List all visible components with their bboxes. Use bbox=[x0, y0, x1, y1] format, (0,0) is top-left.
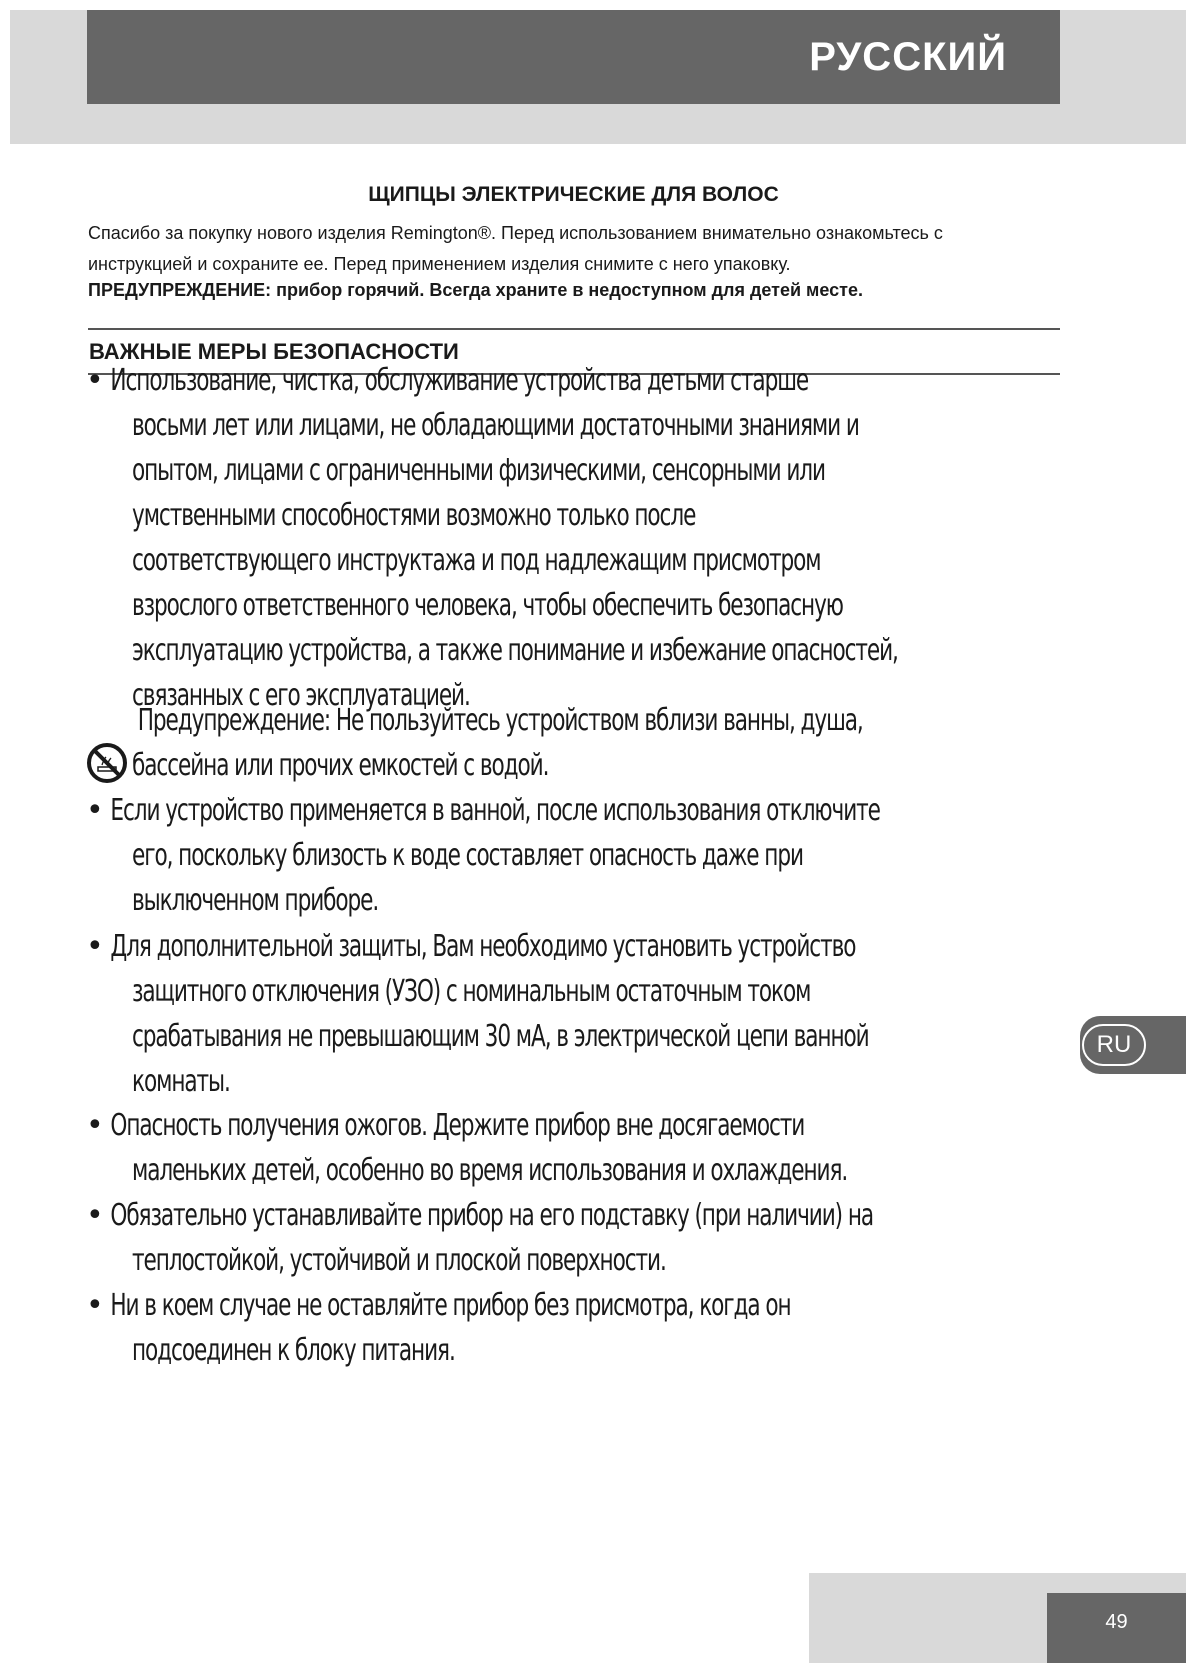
item-line: умственными способностями возможно только после bbox=[132, 498, 696, 533]
item-line: его, поскольку близость к воде составляет опасность даже при bbox=[132, 838, 803, 873]
safety-item bbox=[110, 1103, 1061, 1193]
item-line: Обязательно устанавливайте прибор на его подставку (при наличии) на bbox=[110, 1198, 874, 1233]
no-water-icon bbox=[86, 742, 128, 784]
item-line: срабатывания не превышающим 30 мА, в электрической цепи ванной bbox=[132, 1019, 869, 1054]
item-line: опытом, лицами с ограниченными физическими, сенсорными или bbox=[132, 453, 825, 488]
item-line: Опасность получения ожогов. Держите прибор вне досягаемости bbox=[110, 1108, 805, 1143]
bullet-marker: • bbox=[86, 929, 104, 964]
page-number: 49 bbox=[1105, 1611, 1128, 1633]
item-line: Ни в коем случае не оставляйте прибор без присмотра, когда он bbox=[110, 1288, 791, 1323]
item-line: соответствующего инструктажа и под надлежащим присмотром bbox=[132, 543, 821, 578]
product-title: ЩИПЦЫ ЭЛЕКТРИЧЕСКИЕ ДЛЯ ВОЛОС bbox=[368, 183, 779, 206]
safety-item bbox=[110, 358, 1061, 718]
item-line: бассейна или прочих емкостей с водой. bbox=[132, 748, 549, 783]
language-title: РУССКИЙ bbox=[809, 34, 1007, 79]
language-code-badge bbox=[1082, 1024, 1146, 1066]
page-number-box bbox=[1047, 1593, 1186, 1663]
item-line: эксплуатацию устройства, а также понимание и избежание опасностей, bbox=[132, 633, 898, 668]
safety-item bbox=[132, 698, 1061, 788]
item-line: Использование, чистка, обслуживание устройства детьми старше bbox=[110, 363, 809, 398]
item-line: связанных с его эксплуатацией. bbox=[132, 678, 470, 713]
bullet-marker: • bbox=[86, 1288, 104, 1323]
item-line: подсоединен к блоку питания. bbox=[132, 1333, 455, 1368]
safety-item bbox=[110, 1283, 1061, 1373]
hot-device-warning: ПРЕДУПРЕЖДЕНИЕ: прибор горячий. Всегда храните в недоступном для детей месте. bbox=[88, 280, 863, 300]
intro-line-2: инструкцией и сохраните ее. Перед применением изделия снимите с него упаковку. bbox=[88, 254, 791, 274]
bullet-marker: • bbox=[86, 363, 104, 398]
item-line: комнаты. bbox=[132, 1064, 230, 1099]
intro-paragraph bbox=[88, 218, 1063, 280]
item-line: Если устройство применяется в ванной, после использования отключите bbox=[110, 793, 880, 828]
safety-item bbox=[110, 924, 1061, 1104]
item-line: восьми лет или лицами, не обладающими достаточными знаниями и bbox=[132, 408, 859, 443]
bullet-marker: • bbox=[86, 793, 104, 828]
item-line: защитного отключения (УЗО) с номинальным остаточным током bbox=[132, 974, 811, 1009]
item-line: взрослого ответственного человека, чтобы обеспечить безопасную bbox=[132, 588, 843, 623]
safety-item bbox=[110, 1193, 1061, 1283]
item-line: выключенном приборе. bbox=[132, 883, 379, 918]
language-code: RU bbox=[1096, 1031, 1132, 1058]
item-line: Предупреждение: Не пользуйтесь устройством вблизи ванны, душа, bbox=[137, 703, 863, 738]
item-line: маленьких детей, особенно во время использования и охлаждения. bbox=[132, 1153, 848, 1188]
bullet-marker: • bbox=[86, 1108, 104, 1143]
item-line: теплостойкой, устойчивой и плоской поверхности. bbox=[132, 1243, 666, 1278]
language-title-bar bbox=[87, 10, 1060, 104]
item-line: Для дополнительной защиты, Вам необходимо установить устройство bbox=[110, 929, 856, 964]
safety-heading-text: ВАЖНЫЕ МЕРЫ БЕЗОПАСНОСТИ bbox=[89, 338, 459, 364]
bullet-marker: • bbox=[86, 1198, 104, 1233]
safety-item bbox=[110, 788, 1061, 923]
intro-line-1: Спасибо за покупку нового изделия Remington®. Перед использованием внимательно ознакомьтесь с bbox=[88, 223, 943, 243]
